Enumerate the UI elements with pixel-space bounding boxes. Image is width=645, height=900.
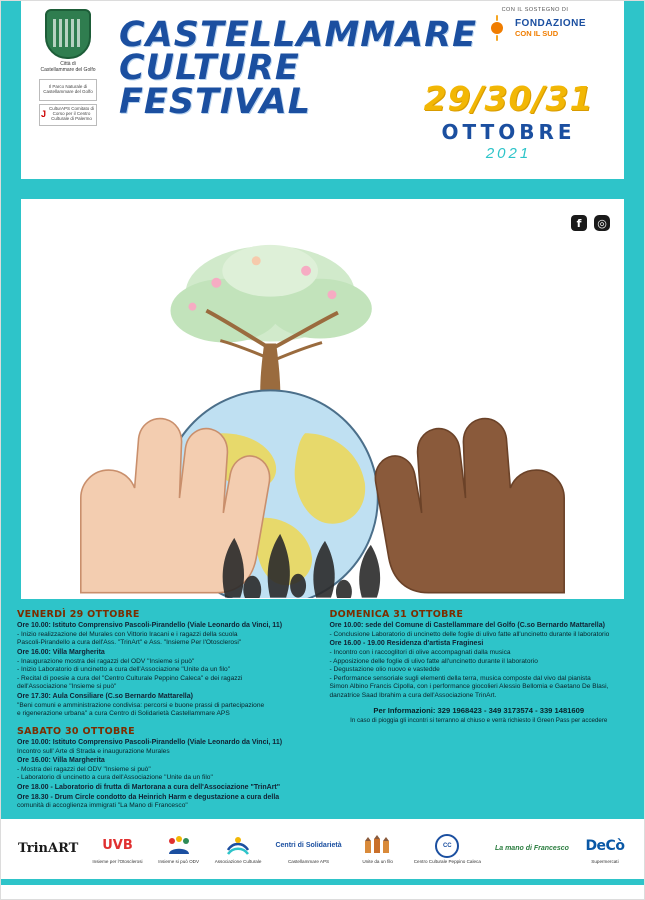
event-line: dell'Associazione "Insieme si può" bbox=[17, 683, 117, 691]
event-line: - Inizio realizzazione del Murales con Vittorio Iracani e i ragazzi della scuola bbox=[17, 630, 238, 638]
festival-dates bbox=[411, 79, 606, 162]
centro-solidarieta-logo bbox=[275, 833, 341, 864]
teal-divider-band bbox=[1, 179, 644, 199]
unite-da-un-filo-caption: Unite da un filo bbox=[362, 859, 393, 865]
culturaps-logo: J CulturAPS Comitato di Corso per il Centro Culturale di Palermo bbox=[39, 104, 97, 126]
artwork-area bbox=[1, 199, 644, 599]
event-line: e rigenerazione urbana" a cura Centro di Solidarietà Castellammare APS bbox=[17, 710, 230, 718]
title-line-1: CASTELLAMMARE bbox=[119, 15, 478, 55]
associazione-caption: Associazione Culturale bbox=[214, 859, 262, 865]
unite-da-un-filo-logo bbox=[356, 833, 400, 864]
festival-title bbox=[119, 15, 478, 122]
event-time: Ore 10.00: Istituto Comprensivo Pascoli-Pirandello (Viale Leonardo da Vinci, 11) bbox=[17, 738, 283, 746]
event-time: Ore 16.00: Villa Margherita bbox=[17, 757, 105, 765]
municipal-crest-block bbox=[29, 9, 107, 126]
deco-logo bbox=[583, 833, 627, 864]
left-teal-strip bbox=[1, 1, 21, 179]
sponsor-block bbox=[460, 7, 610, 41]
event-item bbox=[330, 640, 629, 700]
event-line: - Degustazione olio nuovo e vastedde bbox=[329, 666, 440, 674]
event-time: Ore 16.00 - 19.00 Residenza d'artista Fraginesi bbox=[329, 640, 484, 648]
bottom-teal-strip bbox=[1, 879, 644, 885]
festival-illustration bbox=[21, 199, 624, 598]
wave-icon bbox=[226, 834, 250, 858]
event-line: - Inizio Laboratorio di uncinetto a cura dell'Associazione "Unite da un filo" bbox=[17, 666, 231, 674]
insieme-si-puo-caption: Insieme si può ODV bbox=[158, 859, 200, 865]
day-title-venerdi: VENERDÌ 29 OTTOBRE bbox=[17, 609, 140, 620]
uvb-logo-caption: Insieme per l'Otosclerosi bbox=[92, 859, 143, 865]
program-column-left bbox=[17, 609, 316, 809]
event-time: Ore 16.00: Villa Margherita bbox=[17, 648, 105, 656]
event-line: - Incontro con i raccoglitori di olive accompagnati dalla musica bbox=[329, 649, 511, 657]
dates-days: 29/30/31 bbox=[423, 79, 594, 118]
event-line: - Recital di poesie a cura del "Centro Culturale Peppino Caleca" e dei ragazzi bbox=[17, 674, 243, 682]
instagram-icon[interactable]: ◎ bbox=[594, 215, 610, 231]
event-line: Pascoli-Pirandello a cura dell'Ass. "TrinArt" e Ass. "Insieme Per l'Otosclerosi" bbox=[17, 639, 242, 647]
trinart-logo bbox=[18, 836, 78, 862]
park-logo: Il Parco Naturale di Castellammare del Golfo bbox=[39, 79, 97, 101]
sponsor-label: CON IL SOSTEGNO DI bbox=[501, 7, 569, 13]
event-item bbox=[17, 784, 316, 793]
event-line: - Apposizione delle foglie di ulivo fatte all'uncinetto durante il laboratorio bbox=[329, 657, 538, 665]
coat-of-arms-icon bbox=[45, 9, 91, 59]
event-item bbox=[330, 622, 629, 639]
dates-year: 2021 bbox=[485, 145, 532, 162]
centro-culturale-mark: CC bbox=[435, 834, 459, 858]
event-item bbox=[17, 693, 316, 719]
footer-logos bbox=[1, 817, 644, 879]
people-icon bbox=[166, 834, 192, 858]
event-item bbox=[17, 739, 316, 756]
event-time: Ore 17.30: Aula Consiliare (C.so Bernardo Mattarella) bbox=[17, 692, 193, 700]
event-line: - Performance sensoriale sugli elementi della terra, musica composte dal vivo dal pianista bbox=[329, 674, 591, 682]
day-title-sabato: SABATO 30 OTTOBRE bbox=[17, 725, 135, 737]
uvb-logo bbox=[92, 833, 142, 864]
poster-header bbox=[1, 1, 644, 179]
insieme-si-puo-logo bbox=[157, 833, 201, 864]
crest-caption-line2: Castellammare del Golfo bbox=[40, 67, 96, 74]
event-time: Ore 18.30 - Drum Circle condotto da Heinrich Harm e degustazione a cura della bbox=[17, 793, 280, 801]
event-time: Ore 10.00: sede del Comune di Castellammare del Golfo (C.so Bernardo Mattarella) bbox=[329, 622, 605, 629]
program-column-right bbox=[330, 609, 629, 809]
la-mano-di-francesco-text: La mano di Francesco bbox=[494, 844, 569, 852]
event-line: - Inaugurazione mostra dei ragazzi del ODV "Insieme si può" bbox=[17, 657, 195, 665]
event-line: Incontro sull' Arte di Strada e inaugurazione Murales bbox=[17, 747, 170, 755]
event-time: Ore 10.00: Istituto Comprensivo Pascoli-Pirandello (Viale Leonardo da Vinci, 11) bbox=[17, 622, 283, 629]
event-line: "Beni comuni e amministrazione condivisa: percorsi e buone prassi di partecipazione bbox=[17, 701, 265, 709]
day-title-domenica: DOMENICA 31 OTTOBRE bbox=[329, 609, 464, 620]
event-item bbox=[17, 757, 316, 783]
event-line: - Conclusione Laboratorio di uncinetto delle foglie di ulivo fatte all'uncinetto durante il laboratorio bbox=[329, 630, 610, 638]
deco-logo-text: DeCò bbox=[585, 838, 625, 855]
contact-info: Per Informazioni: 329 1968423 - 349 3173574 - 339 1481609 bbox=[373, 706, 585, 716]
right-teal-strip bbox=[624, 1, 644, 179]
centro-culturale-logo bbox=[414, 833, 481, 864]
social-icons bbox=[571, 215, 610, 231]
sponsor-name-2: CON IL SUD bbox=[514, 29, 559, 38]
crest-caption-line1: Città di bbox=[60, 61, 76, 67]
title-line-2: CULTURE bbox=[119, 48, 300, 89]
facebook-icon[interactable]: f bbox=[571, 215, 587, 231]
event-line: danzatrice Saad Ibrahim a cura dell'Associazione TrinArt. bbox=[329, 691, 497, 699]
day-block-sabato bbox=[17, 726, 316, 811]
event-line: - Mostra dei ragazzi del ODV "Insieme si può" bbox=[17, 765, 151, 773]
culturaps-logo-text: CulturAPS Comitato di Corso per il Centro Culturale di Palermo bbox=[48, 106, 95, 121]
rain-notice: In caso di pioggia gli incontri si terranno al chiuso e verrà richiesto il Green Pass per accedere bbox=[350, 717, 608, 725]
event-line: Simon Albino Francis Cipolla, con i performance giocolieri Alessio Bellomia e Gaetano De Blasi, bbox=[329, 683, 609, 691]
deco-logo-caption: Supermercati bbox=[591, 859, 619, 865]
uvb-logo-text: UVB bbox=[102, 837, 133, 853]
title-line-3: FESTIVAL bbox=[119, 81, 312, 122]
sponsor-name-1: FONDAZIONE bbox=[514, 18, 587, 29]
knitting-icon bbox=[363, 835, 393, 857]
event-line: - Laboratorio di uncinetto a cura dell'Associazione "Unite da un filo" bbox=[17, 774, 213, 782]
centro-solidarieta-caption: Castellammare APS bbox=[287, 859, 330, 865]
centro-culturale-caption: Centro Culturale Peppino Caleca bbox=[413, 859, 481, 865]
centro-solidarieta-text: Centri di Solidarietà bbox=[275, 842, 342, 850]
partner-mini-logos bbox=[29, 79, 107, 126]
program-section bbox=[1, 599, 644, 817]
associazione-logo bbox=[215, 833, 262, 864]
trinart-logo-text: TrinART bbox=[18, 840, 79, 856]
event-item bbox=[17, 649, 316, 692]
sun-icon bbox=[484, 15, 510, 41]
event-item bbox=[17, 622, 316, 648]
fondazione-con-il-sud-logo bbox=[460, 15, 610, 41]
day-block-domenica bbox=[330, 609, 629, 700]
dates-month: OTTOBRE bbox=[441, 120, 576, 144]
la-mano-di-francesco-logo bbox=[495, 836, 569, 862]
event-line: comunità di accoglienza immigrati "La Mano di Francesco" bbox=[17, 802, 188, 810]
event-time: Ore 18.00 - Laboratorio di frutta di Martorana a cura dell'Associazione "TrinArt" bbox=[17, 783, 281, 791]
event-item bbox=[17, 794, 316, 811]
day-block-venerdi bbox=[17, 609, 316, 719]
